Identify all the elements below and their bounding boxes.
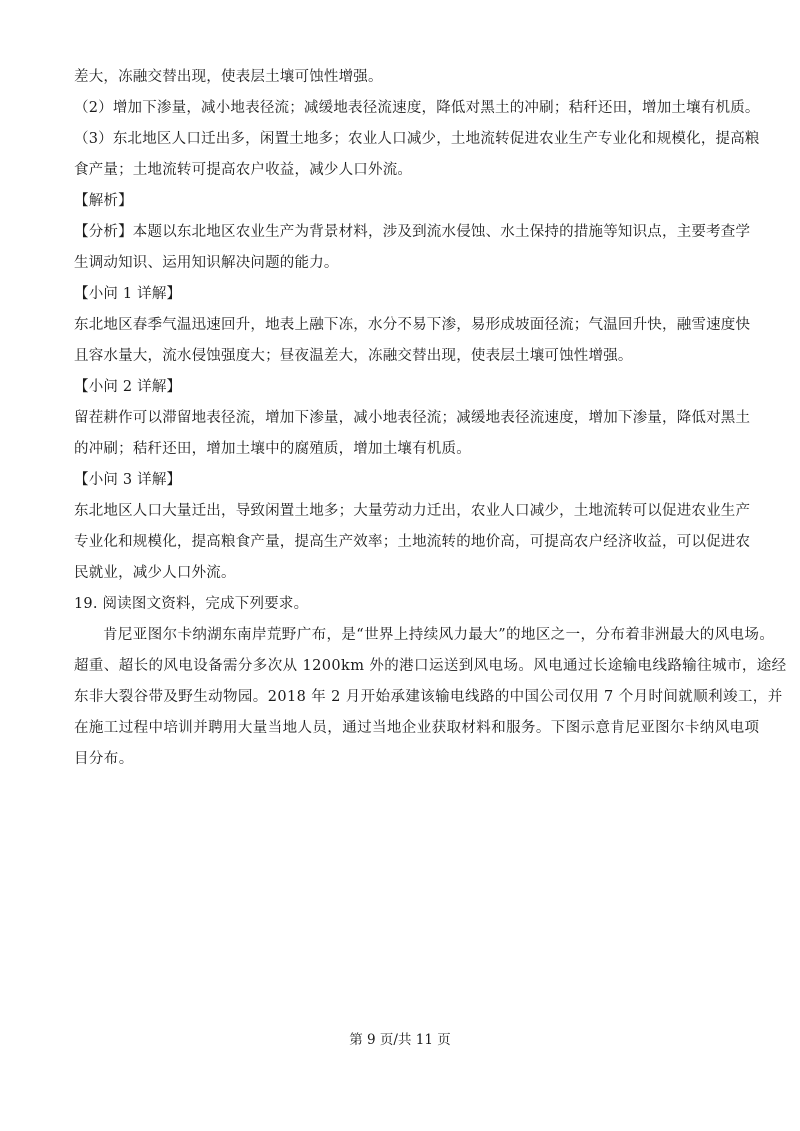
- passage-line: 东非大裂谷带及野生动物园。2018 年 2 月开始承建该输电线路的中国公司仅用 7 个月时间就顺利竣工，并: [74, 689, 783, 705]
- explanation-line: 留茬耕作可以滞留地表径流，增加下渗量，减小地表径流；减缓地表径流速度，增加下渗量，降低对黑土: [74, 410, 751, 426]
- section-heading: 【小问 1 详解】: [74, 286, 182, 302]
- document-body: [74, 62, 787, 775]
- question-heading: 19. 阅读图文资料，完成下列要求。: [74, 596, 309, 612]
- section-heading: 【小问 3 详解】: [74, 472, 182, 488]
- answer-line: （2）增加下渗量，减小地表径流；减缓地表径流速度，降低对黑土的冲刷；秸秆还田，增加土壤有机质。: [74, 100, 760, 116]
- answer-line: （3）东北地区人口迁出多，闲置土地多；农业人口减少，土地流转促进农业生产专业化和规模化，提高粮: [74, 131, 760, 147]
- analysis-line: 生调动知识、运用知识解决问题的能力。: [74, 255, 339, 271]
- explanation-line: 专业化和规模化，提高粮食产量，提高生产效率；土地流转的地价高，可提高农户经济收益，可以促进农: [74, 534, 751, 550]
- explanation-line: 且容水量大，流水侵蚀强度大；昼夜温差大，冻融交替出现，使表层土壤可蚀性增强。: [74, 348, 633, 364]
- explanation-line: 民就业，减少人口外流。: [74, 565, 236, 581]
- analysis-line: 【分析】本题以东北地区农业生产为背景材料，涉及到流水侵蚀、水土保持的措施等知识点，主要考查学: [74, 224, 751, 240]
- section-heading: 【解析】: [74, 193, 133, 209]
- passage-line: 超重、超长的风电设备需分多次从 1200km 外的港口运送到风电场。风电通过长途输电线路输往城市，途经: [74, 658, 787, 674]
- explanation-line: 东北地区人口大量迁出，导致闲置土地多；大量劳动力迁出，农业人口减少，土地流转可以促进农业生产: [74, 503, 751, 519]
- answer-line: 食产量；土地流转可提高农户收益，减少人口外流。: [74, 162, 413, 178]
- passage-line: 肯尼亚图尔卡纳湖东南岸荒野广布，是“世界上持续风力最大”的地区之一，分布着非洲最大的风电场。: [103, 627, 775, 643]
- passage-line: 在施工过程中培训并聘用大量当地人员，通过当地企业获取材料和服务。下图示意肯尼亚图尔卡纳风电项: [74, 720, 760, 736]
- explanation-line: 的冲刷；秸秆还田，增加土壤中的腐殖质，增加土壤有机质。: [74, 441, 471, 457]
- explanation-line: 东北地区春季气温迅速回升，地表上融下冻，水分不易下渗，易形成坡面径流；气温回升快，融雪速度快: [74, 317, 751, 333]
- passage-line: 目分布。: [74, 751, 134, 767]
- answer-line: 差大，冻融交替出现，使表层土壤可蚀性增强。: [74, 69, 383, 85]
- page-number: 第 9 页/共 11 页: [349, 1032, 451, 1048]
- section-heading: 【小问 2 详解】: [74, 379, 182, 395]
